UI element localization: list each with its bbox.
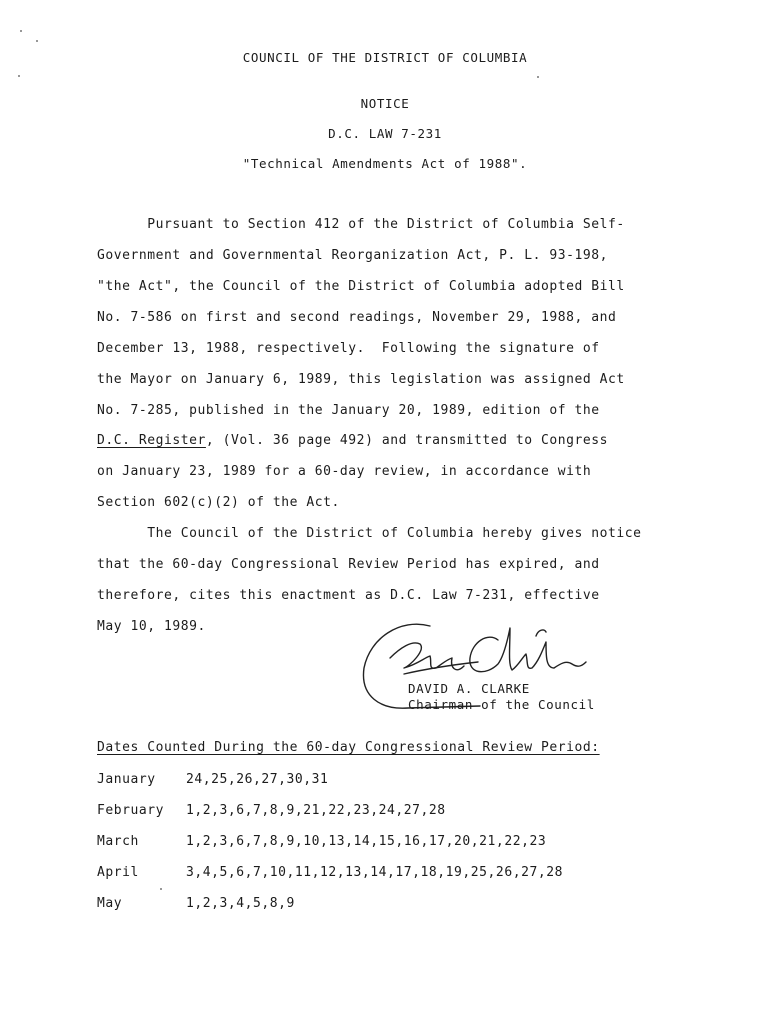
paragraph-line: the Mayor on January 6, 1989, this legislation was assigned Act (97, 372, 625, 387)
date-row (97, 803, 446, 818)
paragraph-line: that the 60-day Congressional Review Period has expired, and (97, 557, 600, 572)
paragraph-line: No. 7-586 on first and second readings, November 29, 1988, and (97, 310, 617, 325)
date-month: May (97, 896, 123, 911)
scan-speck (160, 888, 162, 890)
law-number: D.C. LAW 7-231 (328, 126, 442, 141)
dates-heading: Dates Counted During the 60-day Congressional Review Period: (97, 740, 600, 755)
date-month: February (97, 803, 165, 818)
paragraph-line: Government and Governmental Reorganization Act, P. L. 93-198, (97, 248, 608, 263)
date-days: 1,2,3,6,7,8,9,21,22,23,24,27,28 (186, 803, 446, 818)
date-row (97, 865, 563, 880)
paragraph-line: on January 23, 1989 for a 60-day review, in accordance with (97, 464, 592, 479)
act-title: "Technical Amendments Act of 1988". (242, 156, 528, 171)
date-month: March (97, 834, 139, 849)
date-days: 1,2,3,4,5,8,9 (186, 896, 295, 911)
paragraph-line: December 13, 1988, respectively. Following the signature of (97, 341, 600, 356)
date-days: 24,25,26,27,30,31 (186, 772, 329, 787)
paragraph-line: Section 602(c)(2) of the Act. (97, 495, 340, 510)
scan-speck (36, 40, 38, 42)
paragraph-line: May 10, 1989. (97, 619, 206, 634)
register-line-text: , (Vol. 36 page 492) and transmitted to Congress (205, 433, 608, 448)
paragraph-line: therefore, cites this enactment as D.C. Law 7-231, effective (97, 588, 600, 603)
date-days: 1,2,3,6,7,8,9,10,13,14,15,16,17,20,21,22,23 (186, 834, 547, 849)
scan-speck (537, 76, 539, 78)
notice-heading: NOTICE (360, 96, 410, 111)
paragraph-line: "the Act", the Council of the District of Columbia adopted Bill (97, 279, 625, 294)
signatory-title: Chairman of the Council (408, 697, 595, 712)
date-row (97, 834, 546, 849)
date-month: January (97, 772, 156, 787)
paragraph-line: Pursuant to Section 412 of the District of Columbia Self- (97, 217, 625, 232)
register-line (97, 433, 608, 448)
paragraph-line: No. 7-285, published in the January 20, 1989, edition of the (97, 403, 600, 418)
date-month: April (97, 865, 139, 880)
date-row (97, 896, 295, 911)
dc-register-title: D.C. Register (97, 433, 206, 448)
date-days: 3,4,5,6,7,10,11,12,13,14,17,18,19,25,26,27,28 (186, 865, 563, 880)
date-row (97, 772, 328, 787)
council-heading: COUNCIL OF THE DISTRICT OF COLUMBIA (242, 50, 528, 65)
signatory-name: DAVID A. CLARKE (408, 681, 530, 696)
scan-speck (18, 75, 20, 77)
paragraph-line: The Council of the District of Columbia hereby gives notice (97, 526, 642, 541)
scan-speck (20, 30, 22, 32)
